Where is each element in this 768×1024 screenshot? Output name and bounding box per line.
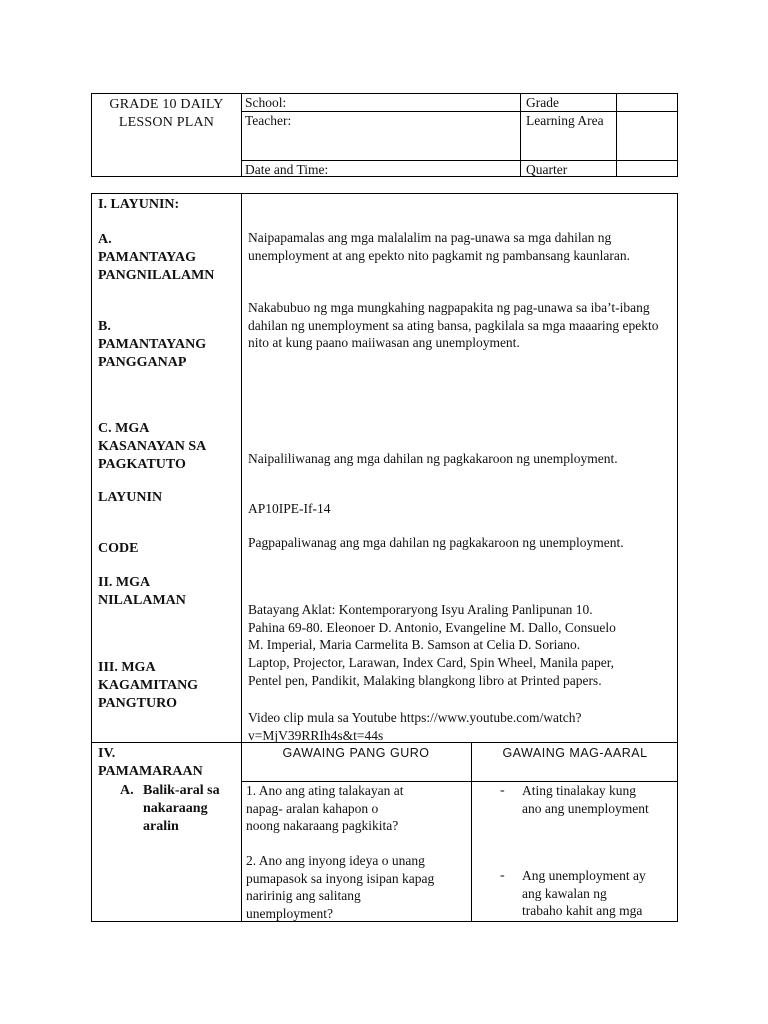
section-c-line-1: C. MGA	[98, 421, 150, 436]
section-c-line-3: PAGKATUTO	[98, 457, 186, 472]
layunin-label: LAYUNIN	[98, 490, 163, 505]
answer-2-dash: -	[500, 868, 505, 883]
gawaing-mag-aaral-header: GAWAING MAG-AARAL	[502, 746, 648, 760]
kasanayan-text: Naipaliliwanag ang mga dahilan ng pagkakaroon ng unemployment.	[248, 451, 618, 466]
balik-aral-label	[143, 782, 220, 836]
title-line-2: LESSON PLAN	[118, 115, 215, 130]
answer-2-line-3: trabaho kahit ang mga	[522, 903, 643, 918]
answer-1-line-2: ano ang unemployment	[522, 800, 649, 816]
section-b-line-3: PANGGANAP	[98, 355, 187, 370]
nilalaman-text-line-1: Batayang Aklat: Kontemporaryong Isyu Araling Panlipunan 10.	[248, 602, 593, 617]
answer-1-line-1: Ating tinalakay kung	[522, 783, 636, 798]
gawaing-pang-guro-header: GAWAING PANG GURO	[282, 746, 430, 760]
balik-aral-line-2: nakaraang	[143, 801, 208, 816]
question-2-line-1: 2. Ano ang inyong ideya o unang	[246, 853, 425, 868]
title-line-1: GRADE 10 DAILY	[109, 97, 224, 112]
kagamitan-label	[98, 659, 198, 713]
section-b-line-2: PAMANTAYANG	[98, 337, 207, 352]
layunin-text: Pagpapaliwanag ang mga dahilan ng pagkakaroon ng unemployment.	[248, 535, 624, 550]
answer-2	[522, 867, 646, 920]
header-table	[91, 93, 678, 177]
section-a-letter: A.	[98, 232, 112, 247]
answer-1	[522, 782, 649, 817]
question-2	[246, 852, 434, 922]
section-b-label	[98, 318, 206, 372]
pamamaraan-line-1: IV.	[98, 746, 116, 761]
question-2-line-3: naririnig ang salitang	[246, 888, 361, 903]
section-c-label	[98, 420, 206, 474]
question-1-line-1: 1. Ano ang ating talakayan at	[246, 783, 404, 798]
date-time-label: Date and Time:	[245, 162, 329, 177]
answer-2-line-2: ang kawalan ng	[522, 885, 607, 901]
question-1-line-2: napag- aralan kahapon o	[246, 800, 379, 816]
answer-1-dash: -	[500, 783, 505, 798]
balik-aral-line-3: aralin	[143, 819, 179, 834]
pamamaraan-line-2: PAMAMARAAN	[98, 764, 203, 779]
balik-aral-line-1: Balik-aral sa	[143, 783, 220, 798]
pamantayang-pangnilalaman-text: Naipapamalas ang mga malalalim na pag-unawa sa mga dahilan ng unemployment at ang epekto nito pagkamit ng pambansang kaunlaran.	[248, 230, 631, 263]
kagamitan-line-1: III. MGA	[98, 660, 156, 675]
question-1-line-3: noong nakaraang pagkikita?	[246, 818, 399, 833]
school-label: School:	[245, 95, 287, 110]
video-clip-text	[248, 709, 582, 744]
grade-label: Grade	[526, 95, 559, 110]
balik-aral-letter: A.	[120, 783, 134, 798]
kagamitan-line-2: KAGAMITANG	[98, 678, 199, 693]
nilalaman-text-line-2: Pahina 69-80. Eleonoer D. Antonio, Evangeline M. Dallo, Consuelo	[248, 619, 616, 635]
answer-2-line-1: Ang unemployment ay	[522, 868, 646, 883]
question-2-line-2: pumapasok sa inyong isipan kapag	[246, 870, 435, 886]
question-2-line-4: unemployment?	[246, 905, 333, 921]
lesson-main-table	[91, 193, 678, 922]
code-label: CODE	[98, 541, 139, 556]
code-value: AP10IPE-If-14	[248, 501, 331, 516]
pamantayang-pagganap-text: Nakabubuo ng mga mungkahing nagpapakita ng pag-unawa sa iba’t-ibang dahilan ng unemployment sa ating bansa, pagkilala sa mga maaaring epekto nito at kung paano maiiwasan ang unemployment.	[248, 300, 659, 350]
video-clip-line-1: Video clip mula sa Youtube https://www.youtube.com/watch?	[248, 710, 582, 725]
pamamaraan-label	[98, 745, 203, 781]
nilalaman-line-2: NILALAMAN	[98, 593, 186, 608]
quarter-label: Quarter	[526, 162, 568, 177]
kagamitan-text: Laptop, Projector, Larawan, Index Card, Spin Wheel, Manila paper, Pentel pen, Pandikit, Malaking blangkong libro at Printed papers.	[248, 655, 615, 688]
section-a-label	[98, 231, 214, 285]
learning-area-label: Learning Area	[526, 113, 604, 128]
video-clip-line-2: v=MjV39RRIh4s&t=44s	[248, 727, 384, 743]
nilalaman-label	[98, 574, 186, 610]
question-1	[246, 782, 403, 835]
nilalaman-text	[248, 601, 676, 654]
layunin-heading: I. LAYUNIN:	[98, 197, 180, 212]
lesson-plan-title	[92, 96, 241, 132]
section-b-letter: B.	[98, 319, 111, 334]
section-a-line-2: PAMANTAYAG	[98, 250, 197, 265]
section-a-line-3: PANGNILALAMN	[98, 268, 215, 283]
teacher-label: Teacher:	[245, 113, 292, 128]
kagamitan-line-3: PANGTURO	[98, 696, 178, 711]
nilalaman-line-1: II. MGA	[98, 575, 151, 590]
section-c-line-2: KASANAYAN SA	[98, 439, 207, 454]
nilalaman-text-line-3: M. Imperial, Maria Carmelita B. Samson at Celia D. Soriano.	[248, 637, 581, 652]
